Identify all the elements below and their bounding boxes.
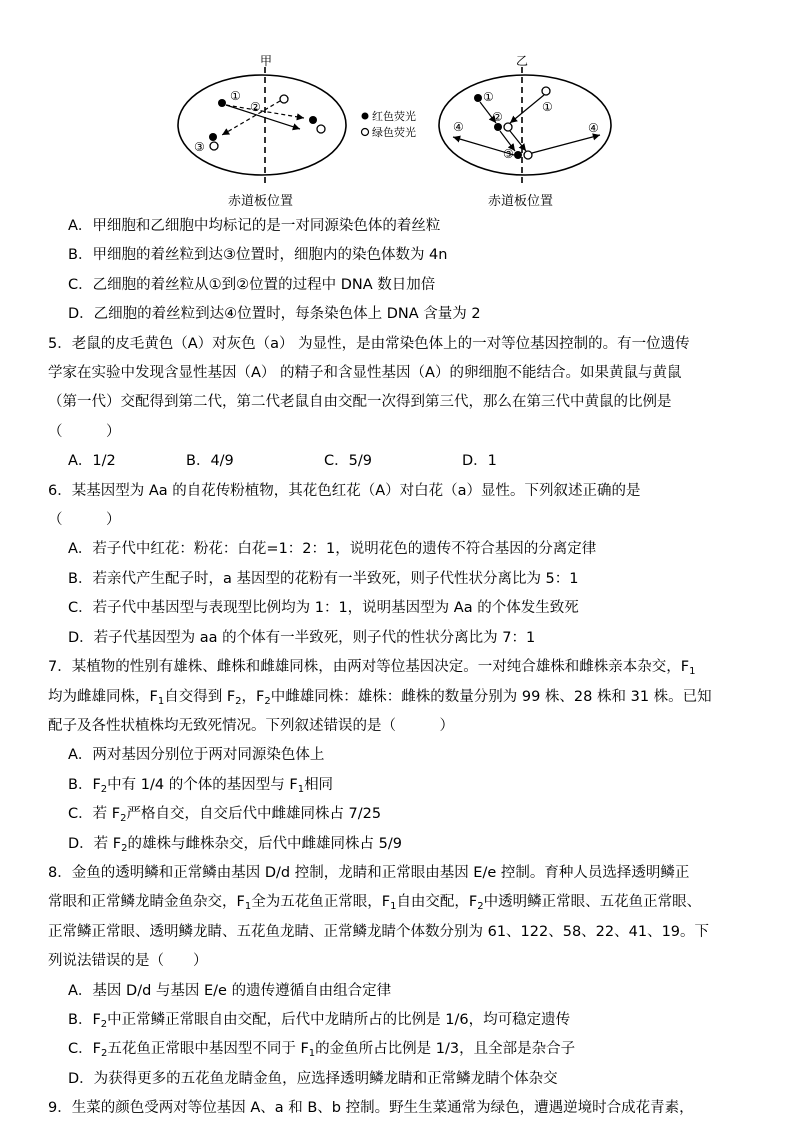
- q7-option-a: A．两对基因分别位于两对同源染色体上: [68, 747, 325, 764]
- q7-stem-2: 均为雌雄同株，$F_1$自交得到 $F_2$，$F_2$中雌雄同株：雄株：雌株的数量分别为 99 株、28 株和 31 株。已知: [48, 688, 712, 707]
- marker-1: ①: [542, 100, 553, 114]
- q5-choice-b: B．4/9: [186, 453, 234, 470]
- q6-option-c: C．若子代中基因型与表现型比例均为 1：1，说明基因型为 Aa 的个体发生致死: [68, 600, 579, 617]
- q6-option-b: B．若亲代产生配子时，a 基因型的花粉有一半致死，则子代性状分离比为 5：1: [68, 570, 579, 587]
- q5-choice-c: C．5/9: [324, 453, 372, 470]
- marker-4: ④: [588, 121, 599, 135]
- marker-1: ①: [483, 90, 494, 104]
- q8-option-c: C．$F_2$五花鱼正常眼中基因型不同于 $F_1$的金鱼所占比例是 1/3，且全部是杂合子: [68, 1041, 576, 1060]
- q4-option-d: D．乙细胞的着丝粒到达④位置时，每条染色体上 DNA 含量为 2: [68, 306, 481, 323]
- cell-title: 乙: [516, 55, 529, 68]
- green-dot: [317, 125, 325, 133]
- marker-4: ④: [453, 120, 464, 134]
- green-dot: [504, 123, 512, 131]
- q8-stem-4: 列说法错误的是（ ）: [48, 953, 208, 970]
- chromosome-figure: [170, 55, 640, 210]
- q6-stem-2: （ ）: [48, 512, 121, 529]
- q7-option-d: D．若 $F_2$的雄株与雌株杂交，后代中雌雄同株占 5/9: [68, 835, 402, 854]
- q8-option-a: A．基因 D/d 与基因 E/e 的遗传遵循自由组合定律: [68, 982, 392, 999]
- q6-option-a: A．若子代中红花：粉花：白花=1：2：1，说明花色的遗传不符合基因的分离定律: [68, 541, 597, 558]
- red-dot: [514, 151, 522, 159]
- marker-2: ②: [250, 100, 261, 114]
- q5-stem-1: 5．老鼠的皮毛黄色（A）对灰色（a） 为显性，是由常染色体上的一对等位基因控制的。有一位遗传: [48, 335, 690, 352]
- green-dot: [210, 142, 218, 150]
- axis-label: 赤道板位置: [228, 194, 294, 209]
- q5-choice-d: D．1: [462, 453, 497, 470]
- cell-title: 甲: [260, 55, 273, 68]
- q8-stem-2: 常眼和正常鳞龙睛金鱼杂交，$F_1$全为五花鱼正常眼，$F_1$自由交配，$F_2$中透明鳞正常眼、五花鱼正常眼、: [48, 894, 702, 913]
- q8-option-b: B．$F_2$中正常鳞正常眼自由交配，后代中龙睛所占的比例是 1/6，均可稳定遗传: [68, 1011, 571, 1030]
- marker-2: ②: [492, 110, 503, 124]
- marker-1: ①: [230, 89, 241, 103]
- red-dot: [218, 99, 226, 107]
- q8-stem-1: 8．金鱼的透明鳞和正常鳞由基因 D/d 控制，龙睛和正常眼由基因 E/e 控制。育种人员选择透明鳞正: [48, 864, 690, 881]
- legend-red-dot: [362, 113, 369, 120]
- green-dot: [542, 87, 550, 95]
- centromere-diagram: [170, 55, 640, 210]
- q4-option-b: B．甲细胞的着丝粒到达③位置时，细胞内的染色体数为 4n: [68, 247, 448, 264]
- q4-option-c: C．乙细胞的着丝粒从①到②位置的过程中 DNA 数日加倍: [68, 276, 436, 293]
- cell-jia: [178, 55, 346, 209]
- green-dot: [524, 151, 532, 159]
- red-dot: [309, 116, 317, 124]
- q6-stem-1: 6．某基因型为 Aa 的自花传粉植物，其花色红花（A）对白花（a）显性。下列叙述正确的是: [48, 482, 641, 499]
- q7-stem-3: 配子及各性状植株均无致死情况。下列叙述错误的是（ ）: [48, 717, 454, 734]
- q6-option-d: D．若子代基因型为 aa 的个体有一半致死，则子代的性状分离比为 7：1: [68, 629, 536, 646]
- red-dot: [474, 94, 482, 102]
- legend: [362, 109, 417, 139]
- green-dot: [280, 95, 288, 103]
- q8-option-d: D．为获得更多的五花鱼龙睛金鱼，应选择透明鳞龙睛和正常鳞龙睛个体杂交: [68, 1070, 558, 1087]
- red-dot: [494, 123, 502, 131]
- legend-green: 绿色荧光: [372, 126, 416, 139]
- marker-3: ③: [194, 140, 205, 154]
- q8-stem-3: 正常鳞正常眼、透明鳞龙睛、五花鱼龙睛、正常鳞龙睛个体数分别为 61、122、58、22、41、19。下: [48, 923, 710, 940]
- q4-option-a: A．甲细胞和乙细胞中均标记的是一对同源染色体的着丝粒: [68, 218, 441, 234]
- cell-yi: [439, 55, 611, 209]
- axis-label: 赤道板位置: [488, 194, 554, 209]
- q5-stem-2: 学家在实验中发现含显性基因（A） 的精子和含显性基因（A）的卵细胞不能结合。如果黄鼠与黄鼠: [48, 365, 682, 382]
- legend-red: 红色荧光: [372, 110, 416, 123]
- red-dot: [209, 133, 217, 141]
- q9-stem-1: 9．生菜的颜色受两对等位基因 A、a 和 B、b 控制。野生生菜通常为绿色，遭遇逆境时合成花青素，: [48, 1100, 694, 1117]
- q5-choices: [48, 447, 763, 476]
- q7-option-b: B．$F_2$中有 1/4 的个体的基因型与 $F_1$相同: [68, 776, 334, 795]
- q7-option-c: C．若 $F_2$严格自交，自交后代中雌雄同株占 7/25: [68, 806, 382, 825]
- q5-choice-a: A．1/2: [68, 453, 116, 470]
- q7-stem-1: 7．某植物的性别有雄株、雌株和雌雄同株，由两对等位基因决定。一对纯合雄株和雌株亲本杂交，$F_1$: [48, 659, 696, 678]
- marker-3: ③: [503, 147, 514, 161]
- q5-stem-4: （ ）: [48, 423, 121, 440]
- question-content: [48, 212, 763, 1124]
- legend-green-dot: [362, 129, 369, 136]
- q5-stem-3: （第一代）交配得到第二代，第二代老鼠自由交配一次得到第三代，那么在第三代中黄鼠的比例是: [48, 394, 672, 411]
